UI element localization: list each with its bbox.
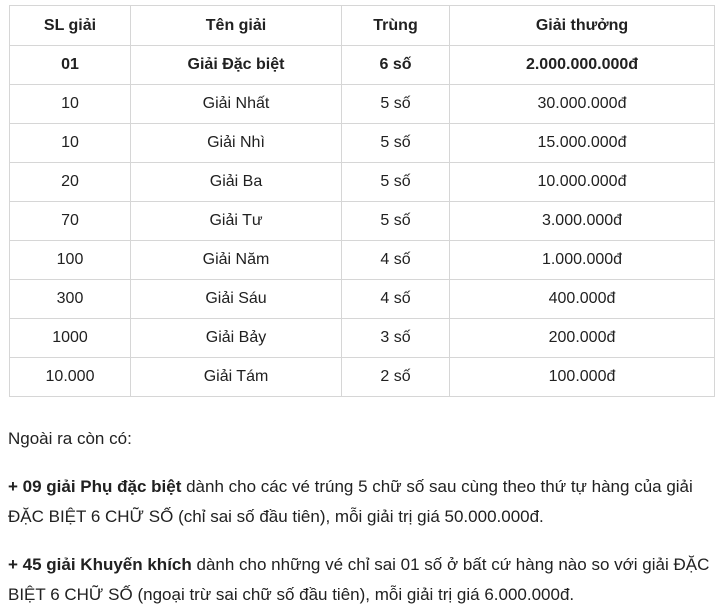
cell-quantity: 100 bbox=[10, 241, 131, 280]
table-header-row bbox=[10, 6, 715, 46]
cell-prize-value: 100.000đ bbox=[450, 358, 715, 397]
cell-prize-value: 400.000đ bbox=[450, 280, 715, 319]
cell-prize-name: Giải Sáu bbox=[131, 280, 342, 319]
table-row bbox=[10, 85, 715, 124]
table-row bbox=[10, 241, 715, 280]
table-row bbox=[10, 319, 715, 358]
cell-match: 3 số bbox=[342, 319, 450, 358]
cell-quantity: 1000 bbox=[10, 319, 131, 358]
additional-prizes-notes bbox=[8, 424, 712, 604]
notes-intro: Ngoài ra còn có: bbox=[8, 429, 132, 448]
cell-prize-name: Giải Nhì bbox=[131, 124, 342, 163]
cell-match: 5 số bbox=[342, 163, 450, 202]
cell-match: 4 số bbox=[342, 241, 450, 280]
cell-prize-value: 30.000.000đ bbox=[450, 85, 715, 124]
cell-prize-value: 3.000.000đ bbox=[450, 202, 715, 241]
cell-prize-name: Giải Tư bbox=[131, 202, 342, 241]
cell-prize-name: Giải Năm bbox=[131, 241, 342, 280]
table-row bbox=[10, 46, 715, 85]
cell-prize-value: 10.000.000đ bbox=[450, 163, 715, 202]
cell-match: 6 số bbox=[342, 46, 450, 85]
note-phu-dac-biet bbox=[8, 472, 712, 532]
column-header-prize-value: Giải thưởng bbox=[450, 6, 715, 46]
cell-quantity: 10 bbox=[10, 124, 131, 163]
cell-quantity: 20 bbox=[10, 163, 131, 202]
cell-match: 5 số bbox=[342, 85, 450, 124]
column-header-prize-name: Tên giải bbox=[131, 6, 342, 46]
prize-structure-table bbox=[9, 5, 715, 397]
cell-match: 5 số bbox=[342, 202, 450, 241]
cell-match: 2 số bbox=[342, 358, 450, 397]
table-row bbox=[10, 202, 715, 241]
cell-prize-value: 2.000.000.000đ bbox=[450, 46, 715, 85]
note-khuyen-khich-label: + 45 giải Khuyến khích bbox=[8, 555, 192, 574]
table-row bbox=[10, 280, 715, 319]
note-khuyen-khich bbox=[8, 550, 712, 604]
column-header-quantity: SL giải bbox=[10, 6, 131, 46]
cell-prize-name: Giải Nhất bbox=[131, 85, 342, 124]
cell-prize-name: Giải Ba bbox=[131, 163, 342, 202]
cell-prize-value: 1.000.000đ bbox=[450, 241, 715, 280]
cell-prize-name: Giải Tám bbox=[131, 358, 342, 397]
column-header-match: Trùng bbox=[342, 6, 450, 46]
cell-quantity: 10.000 bbox=[10, 358, 131, 397]
note-phu-dac-biet-label: + 09 giải Phụ đặc biệt bbox=[8, 477, 182, 496]
cell-prize-value: 200.000đ bbox=[450, 319, 715, 358]
cell-quantity: 10 bbox=[10, 85, 131, 124]
cell-quantity: 300 bbox=[10, 280, 131, 319]
cell-quantity: 01 bbox=[10, 46, 131, 85]
table-row bbox=[10, 163, 715, 202]
table-row bbox=[10, 124, 715, 163]
note-phu-dac-biet-text: dành cho các vé trúng 5 chữ số sau cùng theo thứ tự hàng của giải ĐẶC BIỆT 6 CHỮ SỐ (chỉ sai số đầu tiên), mỗi giải trị giá 50.000.000đ. bbox=[8, 477, 693, 526]
note-khuyen-khich-text: dành cho những vé chỉ sai 01 số ở bất cứ hàng nào so với giải ĐẶC BIỆT 6 CHỮ SỐ (ngoại trừ sai chữ số đầu tiên), mỗi giải trị giá 6.000.000đ. bbox=[8, 555, 710, 604]
cell-prize-name: Giải Đặc biệt bbox=[131, 46, 342, 85]
cell-quantity: 70 bbox=[10, 202, 131, 241]
cell-match: 5 số bbox=[342, 124, 450, 163]
table-row bbox=[10, 358, 715, 397]
cell-prize-name: Giải Bảy bbox=[131, 319, 342, 358]
cell-prize-value: 15.000.000đ bbox=[450, 124, 715, 163]
cell-match: 4 số bbox=[342, 280, 450, 319]
